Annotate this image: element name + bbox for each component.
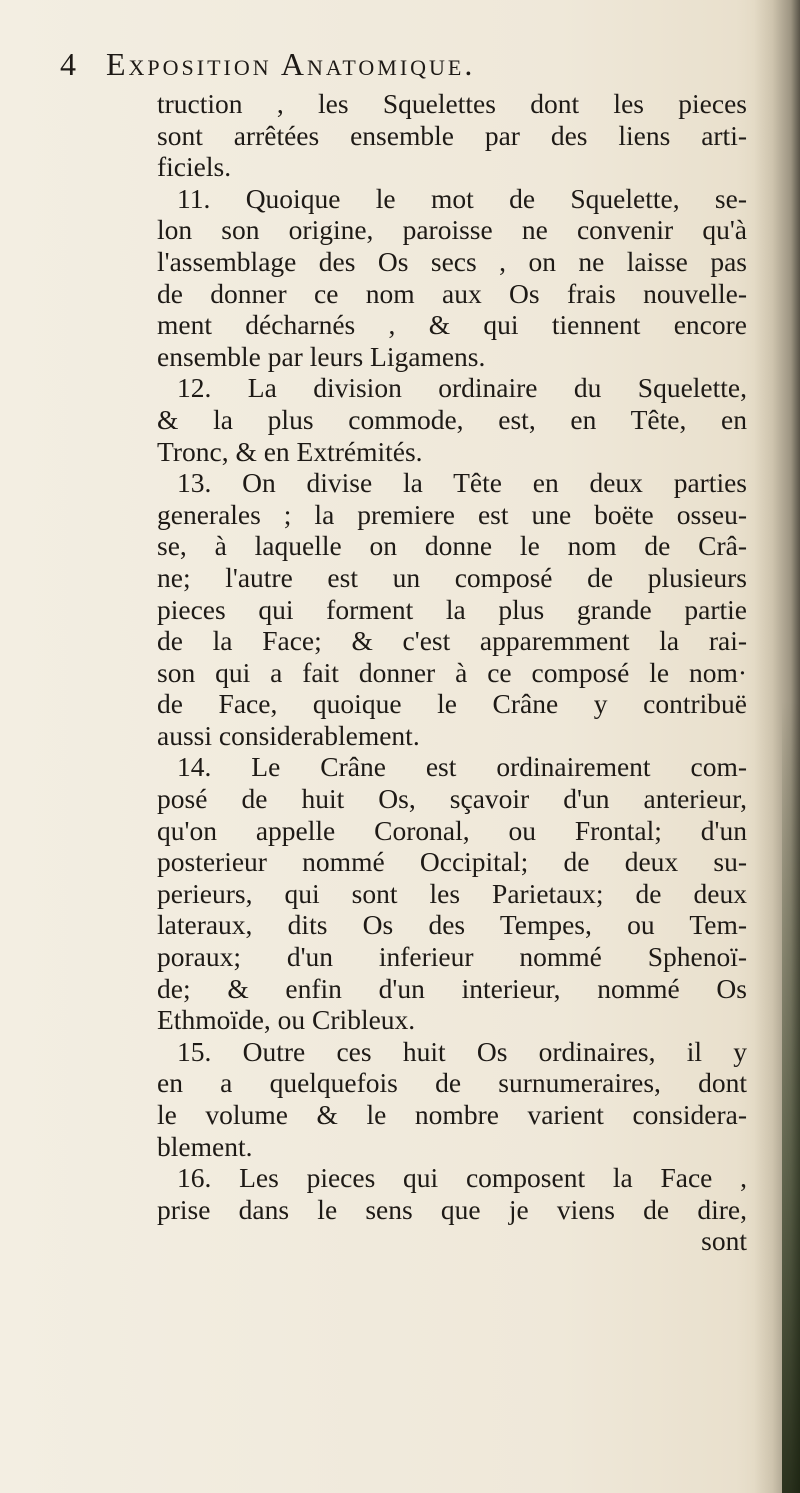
text-line: Ethmoïde, ou Cribleux. — [157, 1004, 416, 1036]
text-line: se, à laquelle on donne le nom de Crâ- — [157, 530, 747, 562]
body-text — [157, 88, 747, 1257]
text-line: posterieur nommé Occipital; de deux su- — [157, 846, 747, 878]
text-line: aussi considerablement. — [157, 719, 420, 751]
page-number: 4 — [60, 46, 76, 82]
text-line: 11. Quoique le mot de Squelette, se- — [177, 182, 747, 214]
text-line: ensemble par leurs Ligamens. — [157, 340, 486, 372]
catchword: sont — [701, 1225, 747, 1257]
text-line: posé de huit Os, sçavoir d'un anterieur, — [157, 783, 747, 815]
text-line: 15. Outre ces huit Os ordinaires, il y — [177, 1035, 747, 1067]
text-line: ne; l'autre est un composé de plusieurs — [157, 561, 747, 593]
text-line: prise dans le sens que je viens de dire, — [157, 1193, 747, 1225]
text-line: sont arrêtées ensemble par des liens arti- — [157, 119, 747, 151]
text-line: de Face, quoique le Crâne y contribuë — [157, 688, 747, 720]
text-line: le volume & le nombre varient considera- — [157, 1099, 747, 1130]
text-line: pieces qui forment la plus grande partie — [157, 593, 747, 625]
text-line: qu'on appelle Coronal, ou Frontal; d'un — [157, 814, 747, 846]
text-line: perieurs, qui sont les Parietaux; de deux — [157, 877, 747, 909]
text-line: & la plus commode, est, en Tête, en — [157, 403, 747, 435]
text-line: ficiels. — [157, 151, 232, 183]
text-line: ment décharnés , & qui tiennent encore — [157, 309, 747, 341]
text-line: poraux; d'un inferieur nommé Sphenoï- — [157, 941, 747, 973]
text-line: 14. Le Crâne est ordinairement com- — [177, 751, 747, 783]
text-line: Tronc, & en Extrémités. — [157, 435, 423, 467]
text-line: de; & enfin d'un interieur, nommé Os — [157, 972, 747, 1004]
text-line: en a quelquefois de surnumeraires, dont — [157, 1067, 747, 1099]
running-head: Exposition Anatomique. — [106, 46, 476, 82]
text-line: lateraux, dits Os des Tempes, ou Tem- — [157, 909, 747, 941]
text-line: 12. La division ordinaire du Squelette, — [177, 372, 747, 404]
text-line: de la Face; & c'est apparemment la rai- — [157, 625, 747, 657]
text-line: generales ; la premiere est une boëte osseu- — [157, 498, 747, 530]
text-line: 13. On divise la Tête en deux parties — [177, 467, 747, 499]
page-header — [60, 44, 740, 92]
text-line: truction , les Squelettes dont les pieces — [157, 88, 747, 119]
binding-edge — [782, 700, 800, 1493]
text-line: l'assemblage des Os secs , on ne laisse pas — [157, 245, 747, 277]
text-line: 16. Les pieces qui composent la Face , — [177, 1162, 747, 1194]
text-line: son qui a fait donner à ce composé le nom· — [157, 656, 747, 688]
text-line: de donner ce nom aux Os frais nouvelle- — [157, 277, 747, 309]
text-line: blement. — [157, 1130, 253, 1162]
text-line: lon son origine, paroisse ne convenir qu'à — [157, 214, 747, 246]
